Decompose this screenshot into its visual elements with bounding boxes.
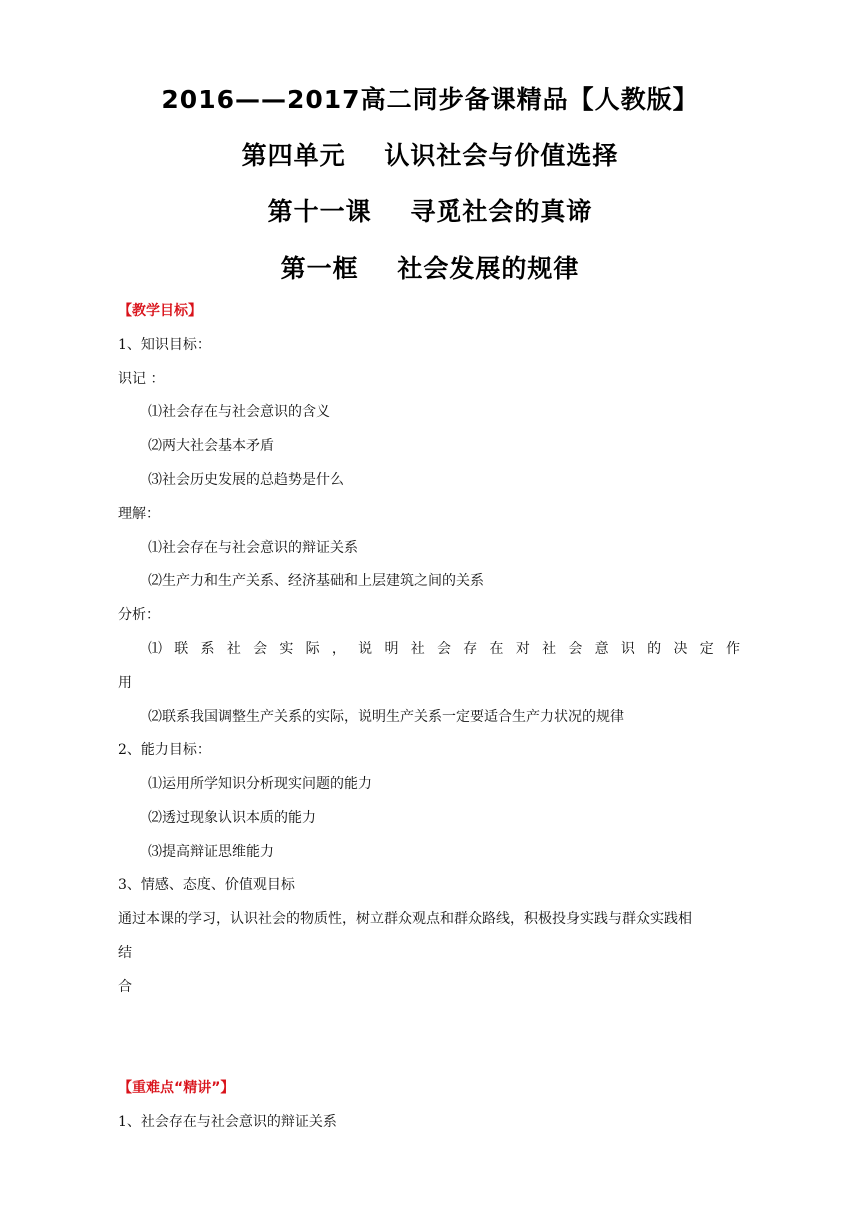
ability-item: ⑵透过现象认识本质的能力 [148, 810, 316, 826]
understand-label: 理解： [118, 506, 160, 522]
knowledge-objectives-title: 1、知识目标： [118, 337, 211, 353]
analyze-label: 分析： [118, 607, 160, 623]
key-points-heading: 【重难点“精讲”】 [118, 1080, 235, 1096]
ability-objectives-title: 2、能力目标： [118, 742, 211, 758]
frame-title: 第一框 社会发展的规律 [280, 254, 580, 283]
document-title: 2016——2017高二同步备课精品【人教版】 [161, 85, 699, 114]
analyze-item-line: ⑴ 联 系 社 会 实 际 ， 说 明 社 会 存 在 对 社 会 意 识 的 决 定 作 [148, 641, 740, 657]
lesson-title: 第十一课 寻觅社会的真谛 [267, 197, 593, 226]
recall-label: 识记 ： [118, 371, 165, 387]
recall-item: ⑶社会历史发展的总趋势是什么 [148, 472, 344, 488]
ability-item: ⑴运用所学知识分析现实问题的能力 [148, 776, 372, 792]
key-point-item: 1、社会存在与社会意识的辩证关系 [118, 1114, 337, 1130]
emotion-text-line: 合 [118, 979, 132, 995]
recall-item: ⑵两大社会基本矛盾 [148, 438, 274, 454]
understand-item: ⑵生产力和生产关系、经济基础和上层建筑之间的关系 [148, 573, 484, 589]
unit-title: 第四单元 认识社会与价值选择 [241, 141, 619, 170]
recall-item: ⑴社会存在与社会意识的含义 [148, 404, 330, 420]
objectives-heading: 【教学目标】 [118, 303, 202, 319]
emotion-objectives-title: 3、情感、态度、价值观目标 [118, 877, 295, 893]
analyze-item-line-wrap: 用 [118, 675, 132, 691]
emotion-text-line: 结 [118, 945, 132, 961]
emotion-text-line: 通过本课的学习，认识社会的物质性，树立群众观点和群众路线，积极投身实践与群众实践相 [118, 911, 692, 927]
analyze-item: ⑵联系我国调整生产关系的实际，说明生产关系一定要适合生产力状况的规律 [148, 709, 624, 725]
ability-item: ⑶提高辩证思维能力 [148, 844, 274, 860]
understand-item: ⑴社会存在与社会意识的辩证关系 [148, 540, 358, 556]
